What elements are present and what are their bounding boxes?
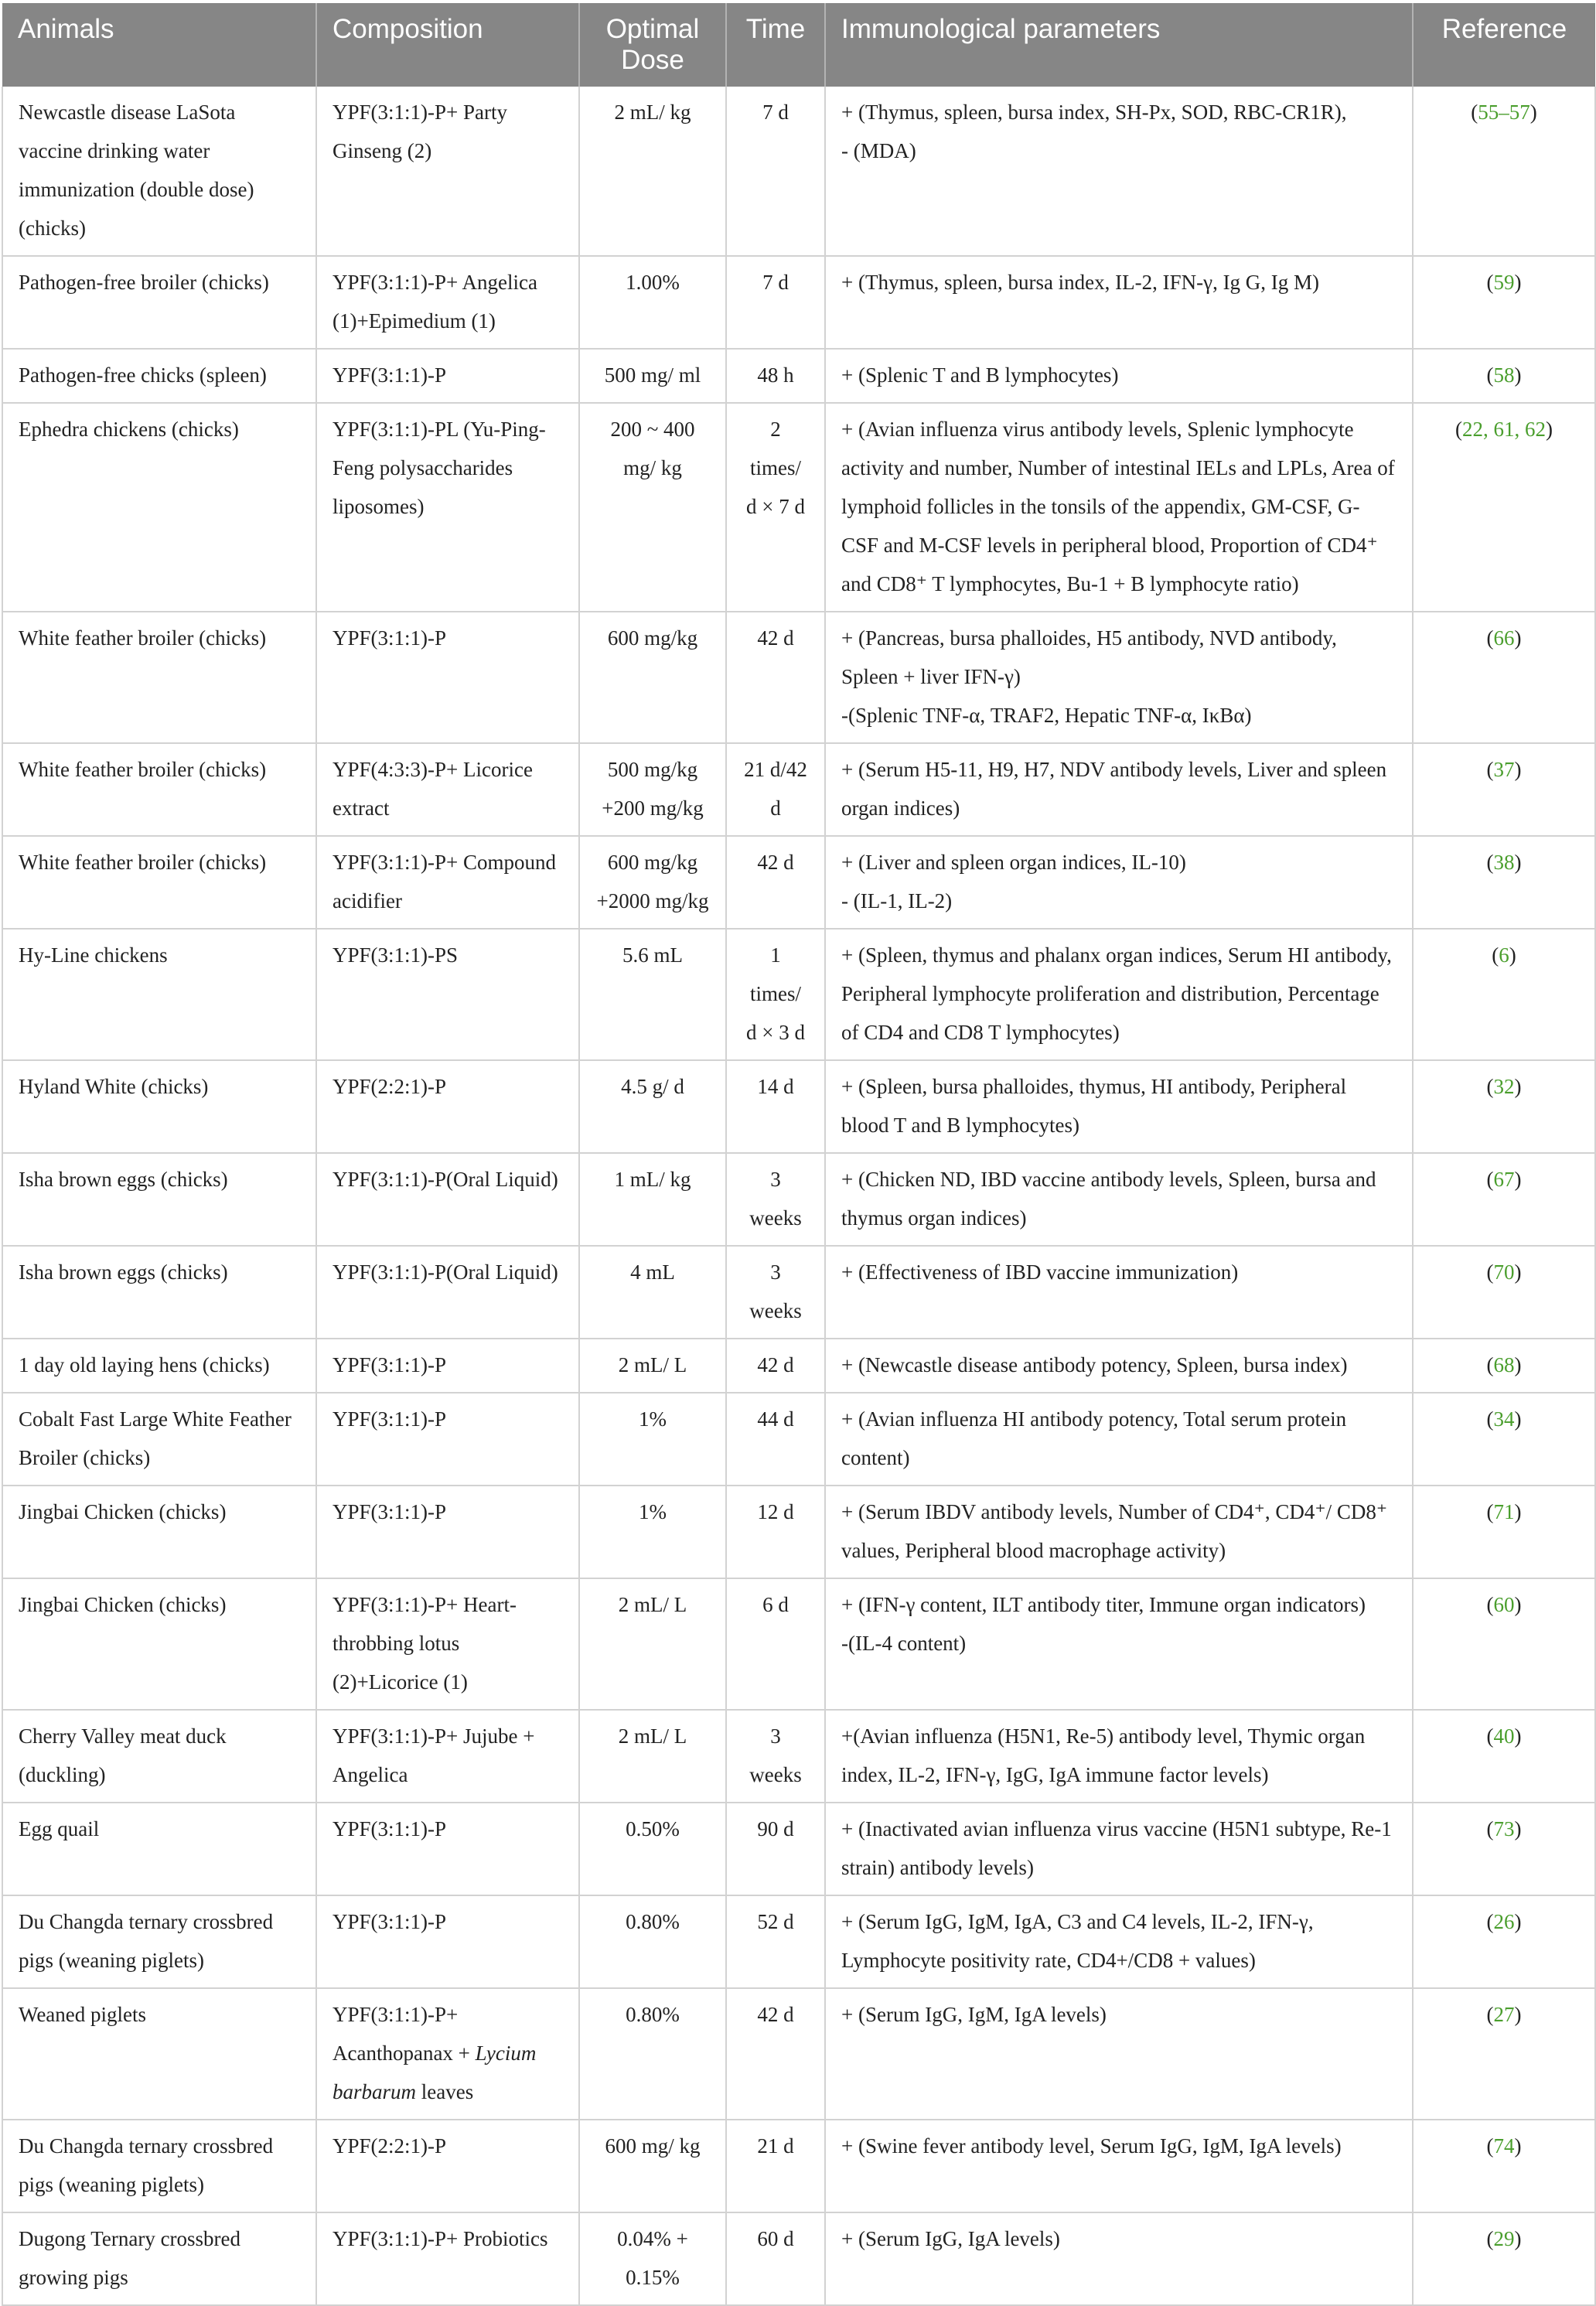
table-row [2, 1153, 1595, 1246]
col-header-time: Time [726, 3, 825, 87]
reference-link[interactable]: 60 [1493, 1593, 1515, 1616]
cell-composition [316, 2120, 579, 2212]
cell-time: 21 d/42 d [726, 743, 825, 836]
composition-text: YPF(3:1:1)-P(Oral Liquid) [332, 1260, 558, 1284]
immunology-table [2, 3, 1596, 2306]
table-row [2, 403, 1595, 612]
cell-reference [1413, 256, 1595, 349]
reference-link[interactable]: 55–57 [1478, 101, 1530, 124]
reference-citation: (60) [1486, 1593, 1522, 1616]
composition-text: YPF(2:2:1)-P [332, 1075, 447, 1098]
reference-link[interactable]: 58 [1493, 363, 1515, 387]
composition-species-italic: Lycium barbarum [332, 2042, 537, 2103]
cell-immunological-parameters: + (Effectiveness of IBD vaccine immunization) [825, 1246, 1413, 1339]
cell-composition [316, 1393, 579, 1486]
reference-citation: (74) [1486, 2134, 1522, 2158]
cell-immunological-parameters: + (Chicken ND, IBD vaccine antibody levels, Spleen, bursa and thymus organ indices) [825, 1153, 1413, 1246]
composition-tail: leaves [416, 2080, 474, 2103]
table-row [2, 1710, 1595, 1803]
cell-animals: Hy-Line chickens [2, 929, 316, 1060]
cell-time: 90 d [726, 1803, 825, 1895]
reference-link[interactable]: 59 [1493, 271, 1515, 294]
cell-optimal-dose: 200 ~ 400 mg/ kg [579, 403, 726, 612]
cell-immunological-parameters: + (Serum H5-11, H9, H7, NDV antibody levels, Liver and spleen organ indices) [825, 743, 1413, 836]
cell-composition [316, 1153, 579, 1246]
cell-reference [1413, 2212, 1595, 2305]
composition-text: YPF(3:1:1)-PS [332, 943, 459, 967]
table-row [2, 1895, 1595, 1988]
reference-link[interactable]: 67 [1493, 1168, 1515, 1191]
cell-animals: Hyland White (chicks) [2, 1060, 316, 1153]
composition-text: YPF(3:1:1)-P [332, 1817, 447, 1840]
cell-reference [1413, 1246, 1595, 1339]
table-row [2, 612, 1595, 743]
cell-reference [1413, 1339, 1595, 1393]
table-row [2, 1803, 1595, 1895]
cell-animals: Newcastle disease LaSota vaccine drinking water immunization (double dose) (chicks) [2, 87, 316, 256]
cell-composition [316, 1895, 579, 1988]
cell-time: 60 d [726, 2212, 825, 2305]
cell-reference [1413, 612, 1595, 743]
cell-reference [1413, 403, 1595, 612]
reference-citation: (34) [1486, 1407, 1522, 1431]
cell-optimal-dose: 1% [579, 1393, 726, 1486]
cell-immunological-parameters: + (Spleen, thymus and phalanx organ indices, Serum HI antibody, Peripheral lymphocyte proliferation and distribution, Percentage of CD4 and CD8 T lymphocytes) [825, 929, 1413, 1060]
cell-reference [1413, 1486, 1595, 1578]
cell-reference [1413, 1710, 1595, 1803]
reference-citation: (29) [1486, 2227, 1522, 2250]
composition-text: YPF(3:1:1)-P+ Jujube + Angelica [332, 1724, 535, 1786]
cell-time: 7 d [726, 87, 825, 256]
cell-animals: White feather broiler (chicks) [2, 836, 316, 929]
cell-optimal-dose: 600 mg/kg [579, 612, 726, 743]
cell-time: 3 weeks [726, 1246, 825, 1339]
table-row [2, 1393, 1595, 1486]
reference-citation: (38) [1486, 851, 1522, 874]
cell-composition [316, 1486, 579, 1578]
cell-immunological-parameters: + (Newcastle disease antibody potency, Spleen, bursa index) [825, 1339, 1413, 1393]
cell-optimal-dose: 0.50% [579, 1803, 726, 1895]
composition-text: YPF(3:1:1)-P [332, 1500, 447, 1523]
cell-composition [316, 929, 579, 1060]
table-row [2, 1578, 1595, 1710]
cell-composition [316, 1578, 579, 1710]
cell-immunological-parameters: + (Liver and spleen organ indices, IL-10) - (IL-1, IL-2) [825, 836, 1413, 929]
reference-link[interactable]: 38 [1493, 851, 1515, 874]
cell-composition [316, 1803, 579, 1895]
cell-reference [1413, 836, 1595, 929]
cell-immunological-parameters: + (Spleen, bursa phalloides, thymus, HI antibody, Peripheral blood T and B lymphocytes) [825, 1060, 1413, 1153]
cell-optimal-dose: 500 mg/kg +200 mg/kg [579, 743, 726, 836]
cell-optimal-dose: 4.5 g/ d [579, 1060, 726, 1153]
composition-text: YPF(3:1:1)-P+ Heart-throbbing lotus (2)+Licorice (1) [332, 1593, 517, 1694]
cell-reference [1413, 1895, 1595, 1988]
cell-reference [1413, 929, 1595, 1060]
reference-link[interactable]: 26 [1493, 1910, 1515, 1933]
table-body [2, 87, 1595, 2305]
cell-immunological-parameters: + (Serum IgG, IgA levels) [825, 2212, 1413, 2305]
cell-immunological-parameters: + (Avian influenza virus antibody levels, Splenic lymphocyte activity and number, Number of intestinal IELs and LPLs, Area of lymphoid follicles in the tonsils of the appendix, GM-CSF, G-CSF and M-CSF levels in peripheral blood, Proportion of CD4⁺ and CD8⁺ T lymphocytes, Bu-1 + B lymphocyte ratio) [825, 403, 1413, 612]
cell-time: 12 d [726, 1486, 825, 1578]
col-header-immunological-parameters: Immunological parameters [825, 3, 1413, 87]
reference-citation: (32) [1486, 1075, 1522, 1098]
cell-animals: Pathogen-free broiler (chicks) [2, 256, 316, 349]
reference-link[interactable]: 71 [1493, 1500, 1515, 1523]
cell-time: 14 d [726, 1060, 825, 1153]
cell-reference [1413, 1578, 1595, 1710]
cell-animals: White feather broiler (chicks) [2, 612, 316, 743]
composition-text: YPF(3:1:1)-P+ Probiotics [332, 2227, 548, 2250]
cell-immunological-parameters: + (Pancreas, bursa phalloides, H5 antibody, NVD antibody, Spleen + liver IFN-γ) -(Splenic TNF-α, TRAF2, Hepatic TNF-α, IκBα) [825, 612, 1413, 743]
cell-optimal-dose: 1.00% [579, 256, 726, 349]
reference-citation: (70) [1486, 1260, 1522, 1284]
cell-reference [1413, 1153, 1595, 1246]
cell-composition [316, 1060, 579, 1153]
reference-link[interactable]: 68 [1493, 1353, 1515, 1376]
cell-immunological-parameters: + (Splenic T and B lymphocytes) [825, 349, 1413, 403]
cell-time: 48 h [726, 349, 825, 403]
reference-citation: (40) [1486, 1724, 1522, 1748]
cell-immunological-parameters: + (Serum IgG, IgM, IgA levels) [825, 1988, 1413, 2120]
cell-time: 42 d [726, 612, 825, 743]
table-row [2, 1246, 1595, 1339]
cell-animals: Cherry Valley meat duck (duckling) [2, 1710, 316, 1803]
cell-animals: Dugong Ternary crossbred growing pigs [2, 2212, 316, 2305]
cell-animals: Ephedra chickens (chicks) [2, 403, 316, 612]
cell-optimal-dose: 2 mL/ kg [579, 87, 726, 256]
cell-animals: White feather broiler (chicks) [2, 743, 316, 836]
reference-citation: (26) [1486, 1910, 1522, 1933]
cell-composition [316, 2212, 579, 2305]
cell-optimal-dose: 0.80% [579, 1895, 726, 1988]
cell-optimal-dose: 2 mL/ L [579, 1578, 726, 1710]
table-row [2, 2212, 1595, 2305]
cell-animals: Pathogen-free chicks (spleen) [2, 349, 316, 403]
cell-animals: Jingbai Chicken (chicks) [2, 1578, 316, 1710]
cell-time: 7 d [726, 256, 825, 349]
reference-citation: (66) [1486, 626, 1522, 650]
cell-animals: Egg quail [2, 1803, 316, 1895]
table-row [2, 256, 1595, 349]
table-row [2, 1060, 1595, 1153]
cell-time: 3 weeks [726, 1710, 825, 1803]
reference-link[interactable]: 37 [1493, 758, 1515, 781]
cell-optimal-dose: 600 mg/kg +2000 mg/kg [579, 836, 726, 929]
composition-text: YPF(3:1:1)-P [332, 363, 447, 387]
reference-citation: (67) [1486, 1168, 1522, 1191]
reference-citation: (55–57) [1471, 101, 1537, 124]
reference-citation: (27) [1486, 2003, 1522, 2026]
table-row [2, 1339, 1595, 1393]
composition-text: YPF(3:1:1)-P(Oral Liquid) [332, 1168, 558, 1191]
reference-citation: (68) [1486, 1353, 1522, 1376]
cell-optimal-dose: 2 mL/ L [579, 1710, 726, 1803]
cell-time: 21 d [726, 2120, 825, 2212]
composition-text: YPF(3:1:1)-P [332, 626, 447, 650]
cell-time: 6 d [726, 1578, 825, 1710]
reference-link[interactable]: 73 [1493, 1817, 1515, 1840]
cell-animals: Du Changda ternary crossbred pigs (weaning piglets) [2, 1895, 316, 1988]
cell-time: 3 weeks [726, 1153, 825, 1246]
cell-composition [316, 743, 579, 836]
cell-immunological-parameters: + (Thymus, spleen, bursa index, SH-Px, SOD, RBC-CR1R), - (MDA) [825, 87, 1413, 256]
cell-immunological-parameters: + (Serum IgG, IgM, IgA, C3 and C4 levels, IL-2, IFN-γ, Lymphocyte positivity rate, CD4+/CD8 + values) [825, 1895, 1413, 1988]
cell-animals: 1 day old laying hens (chicks) [2, 1339, 316, 1393]
reference-link[interactable]: 32 [1493, 1075, 1515, 1098]
cell-optimal-dose: 2 mL/ L [579, 1339, 726, 1393]
cell-animals: Cobalt Fast Large White Feather Broiler (chicks) [2, 1393, 316, 1486]
reference-citation: (71) [1486, 1500, 1522, 1523]
cell-reference [1413, 2120, 1595, 2212]
cell-animals: Weaned piglets [2, 1988, 316, 2120]
cell-reference [1413, 1803, 1595, 1895]
cell-optimal-dose: 4 mL [579, 1246, 726, 1339]
cell-immunological-parameters: + (IFN-γ content, ILT antibody titer, Immune organ indicators) -(IL-4 content) [825, 1578, 1413, 1710]
reference-citation: (6) [1492, 943, 1516, 967]
table-row [2, 2120, 1595, 2212]
cell-composition [316, 1710, 579, 1803]
cell-composition [316, 349, 579, 403]
cell-composition [316, 836, 579, 929]
cell-time: 44 d [726, 1393, 825, 1486]
table-row [2, 87, 1595, 256]
reference-link[interactable]: 29 [1493, 2227, 1515, 2250]
cell-reference [1413, 1060, 1595, 1153]
reference-link[interactable]: 34 [1493, 1407, 1515, 1431]
cell-immunological-parameters: + (Swine fever antibody level, Serum IgG, IgM, IgA levels) [825, 2120, 1413, 2212]
col-header-optimal-dose: Optimal Dose [579, 3, 726, 87]
cell-immunological-parameters: +(Avian influenza (H5N1, Re-5) antibody level, Thymic organ index, IL-2, IFN-γ, IgG, IgA immune factor levels) [825, 1710, 1413, 1803]
reference-citation: (37) [1486, 758, 1522, 781]
reference-link[interactable]: 70 [1493, 1260, 1515, 1284]
cell-animals: Isha brown eggs (chicks) [2, 1246, 316, 1339]
cell-optimal-dose: 1% [579, 1486, 726, 1578]
table-row [2, 743, 1595, 836]
table-row [2, 349, 1595, 403]
reference-link[interactable]: 40 [1493, 1724, 1515, 1748]
reference-citation: (73) [1486, 1817, 1522, 1840]
cell-reference [1413, 87, 1595, 256]
cell-composition [316, 612, 579, 743]
table-row [2, 929, 1595, 1060]
reference-link[interactable]: 6 [1499, 943, 1509, 967]
cell-time: 52 d [726, 1895, 825, 1988]
cell-immunological-parameters: + (Avian influenza HI antibody potency, Total serum protein content) [825, 1393, 1413, 1486]
cell-time: 2 times/ d × 7 d [726, 403, 825, 612]
composition-text: YPF(3:1:1)-P+ Acanthopanax + [332, 2003, 476, 2065]
cell-immunological-parameters: + (Thymus, spleen, bursa index, IL-2, IFN-γ, Ig G, Ig M) [825, 256, 1413, 349]
composition-text: YPF(2:2:1)-P [332, 2134, 447, 2158]
cell-optimal-dose: 5.6 mL [579, 929, 726, 1060]
composition-text: YPF(3:1:1)-P [332, 1407, 447, 1431]
cell-composition [316, 256, 579, 349]
reference-link[interactable]: 74 [1493, 2134, 1515, 2158]
cell-animals: Isha brown eggs (chicks) [2, 1153, 316, 1246]
reference-link[interactable]: 66 [1493, 626, 1515, 650]
cell-time: 42 d [726, 1988, 825, 2120]
table-row [2, 1988, 1595, 2120]
table-row [2, 1486, 1595, 1578]
reference-citation: (22, 61, 62) [1455, 418, 1553, 441]
cell-immunological-parameters: + (Inactivated avian influenza virus vaccine (H5N1 subtype, Re-1 strain) antibody levels) [825, 1803, 1413, 1895]
cell-composition [316, 1339, 579, 1393]
cell-composition [316, 1988, 579, 2120]
cell-reference [1413, 1393, 1595, 1486]
cell-time: 42 d [726, 836, 825, 929]
cell-animals: Du Changda ternary crossbred pigs (weaning piglets) [2, 2120, 316, 2212]
cell-time: 42 d [726, 1339, 825, 1393]
cell-optimal-dose: 0.80% [579, 1988, 726, 2120]
cell-animals: Jingbai Chicken (chicks) [2, 1486, 316, 1578]
cell-reference [1413, 743, 1595, 836]
composition-text: YPF(3:1:1)-P [332, 1910, 447, 1933]
header-row [2, 3, 1595, 87]
composition-text: YPF(4:3:3)-P+ Licorice extract [332, 758, 533, 820]
reference-citation: (59) [1486, 271, 1522, 294]
cell-reference [1413, 349, 1595, 403]
cell-composition [316, 403, 579, 612]
col-header-composition: Composition [316, 3, 579, 87]
cell-composition [316, 1246, 579, 1339]
reference-link[interactable]: 27 [1493, 2003, 1515, 2026]
cell-immunological-parameters: + (Serum IBDV antibody levels, Number of CD4⁺, CD4⁺/ CD8⁺ values, Peripheral blood macrophage activity) [825, 1486, 1413, 1578]
col-header-animals: Animals [2, 3, 316, 87]
cell-optimal-dose: 500 mg/ ml [579, 349, 726, 403]
cell-time: 1 times/ d × 3 d [726, 929, 825, 1060]
composition-text: YPF(3:1:1)-PL (Yu-Ping-Feng polysaccharides liposomes) [332, 418, 546, 518]
composition-text: YPF(3:1:1)-P+ Angelica (1)+Epimedium (1) [332, 271, 537, 333]
cell-composition [316, 87, 579, 256]
reference-citation: (58) [1486, 363, 1522, 387]
composition-text: YPF(3:1:1)-P+ Party Ginseng (2) [332, 101, 507, 162]
cell-reference [1413, 1988, 1595, 2120]
reference-link[interactable]: 22, 61, 62 [1462, 418, 1546, 441]
cell-optimal-dose: 0.04% + 0.15% [579, 2212, 726, 2305]
composition-text: YPF(3:1:1)-P+ Compound acidifier [332, 851, 557, 913]
table-row [2, 836, 1595, 929]
cell-optimal-dose: 600 mg/ kg [579, 2120, 726, 2212]
cell-optimal-dose: 1 mL/ kg [579, 1153, 726, 1246]
composition-text: YPF(3:1:1)-P [332, 1353, 447, 1376]
col-header-reference: Reference [1413, 3, 1595, 87]
